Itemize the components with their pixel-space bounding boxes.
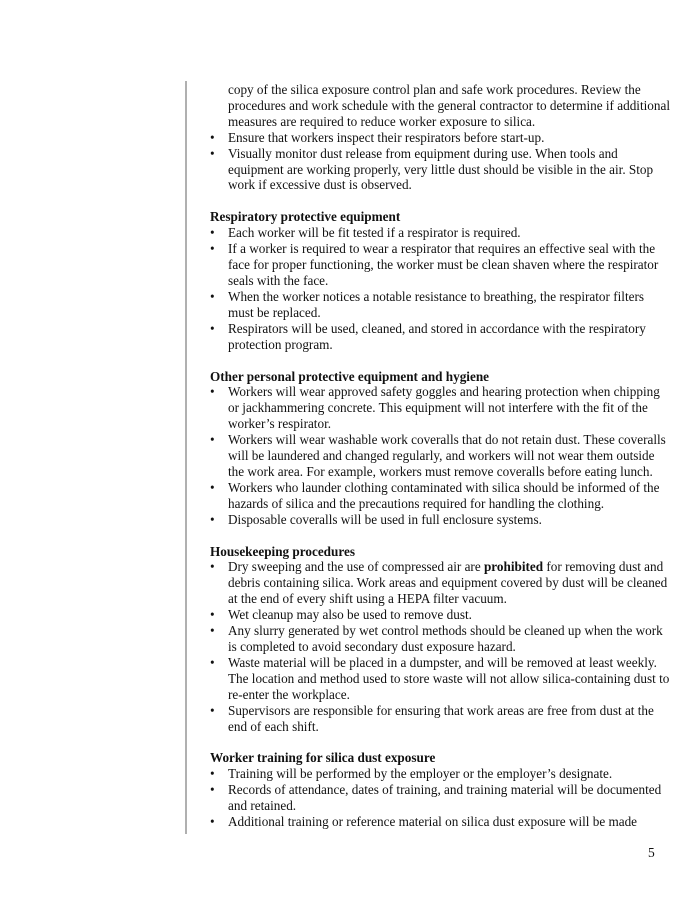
list-item: • Wet cleanup may also be used to remove dust. <box>210 607 472 623</box>
list-item: • If a worker is required to wear a respirator that requires an effective seal with the face for proper functioning, the worker must be clean shaven where the respirator seals with the face. <box>210 241 659 288</box>
bullet-icon: • <box>210 559 215 575</box>
list-item: • Respirators will be used, cleaned, and stored in accordance with the respiratory protection program. <box>210 320 646 352</box>
bullet-icon: • <box>210 129 215 145</box>
list-item: • Training will be performed by the employer or the employer’s designate. <box>210 766 613 782</box>
section-heading: Worker training for silica dust exposure <box>210 750 436 766</box>
list-item: • Workers will wear approved safety goggles and hearing protection when chipping or jackhammering concrete. This equipment will not interfere with the fit of the worker’s respirator. <box>210 384 660 432</box>
section-other-ppe <box>210 369 670 528</box>
section-training <box>210 750 670 830</box>
bullet-icon: • <box>210 479 215 495</box>
list-item: • Ensure that workers inspect their respirators before start-up. <box>210 129 545 145</box>
document-body <box>210 82 670 830</box>
section-heading: Housekeeping procedures <box>210 543 355 559</box>
bullet-icon: • <box>210 607 215 623</box>
section-housekeeping <box>210 544 670 735</box>
revision-change-bar <box>185 81 187 834</box>
bullet-icon: • <box>210 782 215 798</box>
bullet-icon: • <box>210 384 215 400</box>
section-respiratory <box>210 209 670 352</box>
bullet-list <box>210 559 670 734</box>
list-item: • Dry sweeping and the use of compressed air are prohibited for removing dust and debris containing silica. Work areas and equipment covered by dust will be cleaned at the end of every shift using a HEPA filter vacuum. <box>210 559 668 607</box>
bullet-icon: • <box>210 241 215 257</box>
bullet-icon: • <box>210 320 215 336</box>
bullet-list <box>210 766 670 830</box>
bullet-icon: • <box>210 766 215 782</box>
bullet-icon: • <box>210 654 215 670</box>
bullet-icon: • <box>210 432 215 448</box>
list-item: • When the worker notices a notable resistance to breathing, the respirator filters must be replaced. <box>210 288 644 320</box>
section-heading: Respiratory protective equipment <box>210 209 401 225</box>
list-item: • Additional training or reference material on silica dust exposure will be made <box>210 814 638 830</box>
list-item: • Supervisors are responsible for ensuring that work areas are free from dust at the end of each shift. <box>210 702 654 734</box>
list-item: • Any slurry generated by wet control methods should be cleaned up when the work is completed to avoid secondary dust exposure hazard. <box>210 623 663 654</box>
bullet-icon: • <box>210 623 215 639</box>
bullet-icon: • <box>210 702 215 718</box>
section-heading: Other personal protective equipment and hygiene <box>210 368 490 384</box>
list-item: • Workers who launder clothing contaminated with silica should be informed of the hazards of silica and the precautions required for handling the clothing. <box>210 479 660 511</box>
bullet-icon: • <box>210 814 215 830</box>
list-item: • Each worker will be fit tested if a respirator is required. <box>210 225 521 241</box>
list-item: • Records of attendance, dates of training, and training material will be documented and retained. <box>210 782 662 814</box>
bullet-icon: • <box>210 288 215 304</box>
bullet-icon: • <box>210 511 215 527</box>
list-item: • Disposable coveralls will be used in full enclosure systems. <box>210 511 542 527</box>
list-item: • Visually monitor dust release from equipment during use. When tools and equipment are working properly, very little dust should be visible in the air. Stop work if excessive dust is observed. <box>210 145 654 193</box>
intro-bullet-list <box>210 130 670 194</box>
bullet-list <box>210 384 670 527</box>
list-item: • Workers will wear washable work coveralls that do not retain dust. These coveralls will be laundered and changed regularly, and workers will not wear them outside the work area. For example, workers must remove coveralls before eating lunch. <box>210 432 666 479</box>
page-number: 5 <box>648 845 655 860</box>
list-item: • Waste material will be placed in a dumpster, and will be removed at least weekly. The location and method used to store waste will not allow silica-containing dust to re-enter the workplace. <box>210 654 670 702</box>
continued-paragraph: copy of the silica exposure control plan and safe work procedures. Review the procedures and work schedule with the general contractor to determine if additional measures are required to reduce worker exposure to silica. <box>228 82 670 129</box>
emphasis-prohibited: prohibited <box>483 559 544 575</box>
bullet-icon: • <box>210 225 215 241</box>
bullet-list <box>210 225 670 352</box>
bullet-icon: • <box>210 145 215 161</box>
